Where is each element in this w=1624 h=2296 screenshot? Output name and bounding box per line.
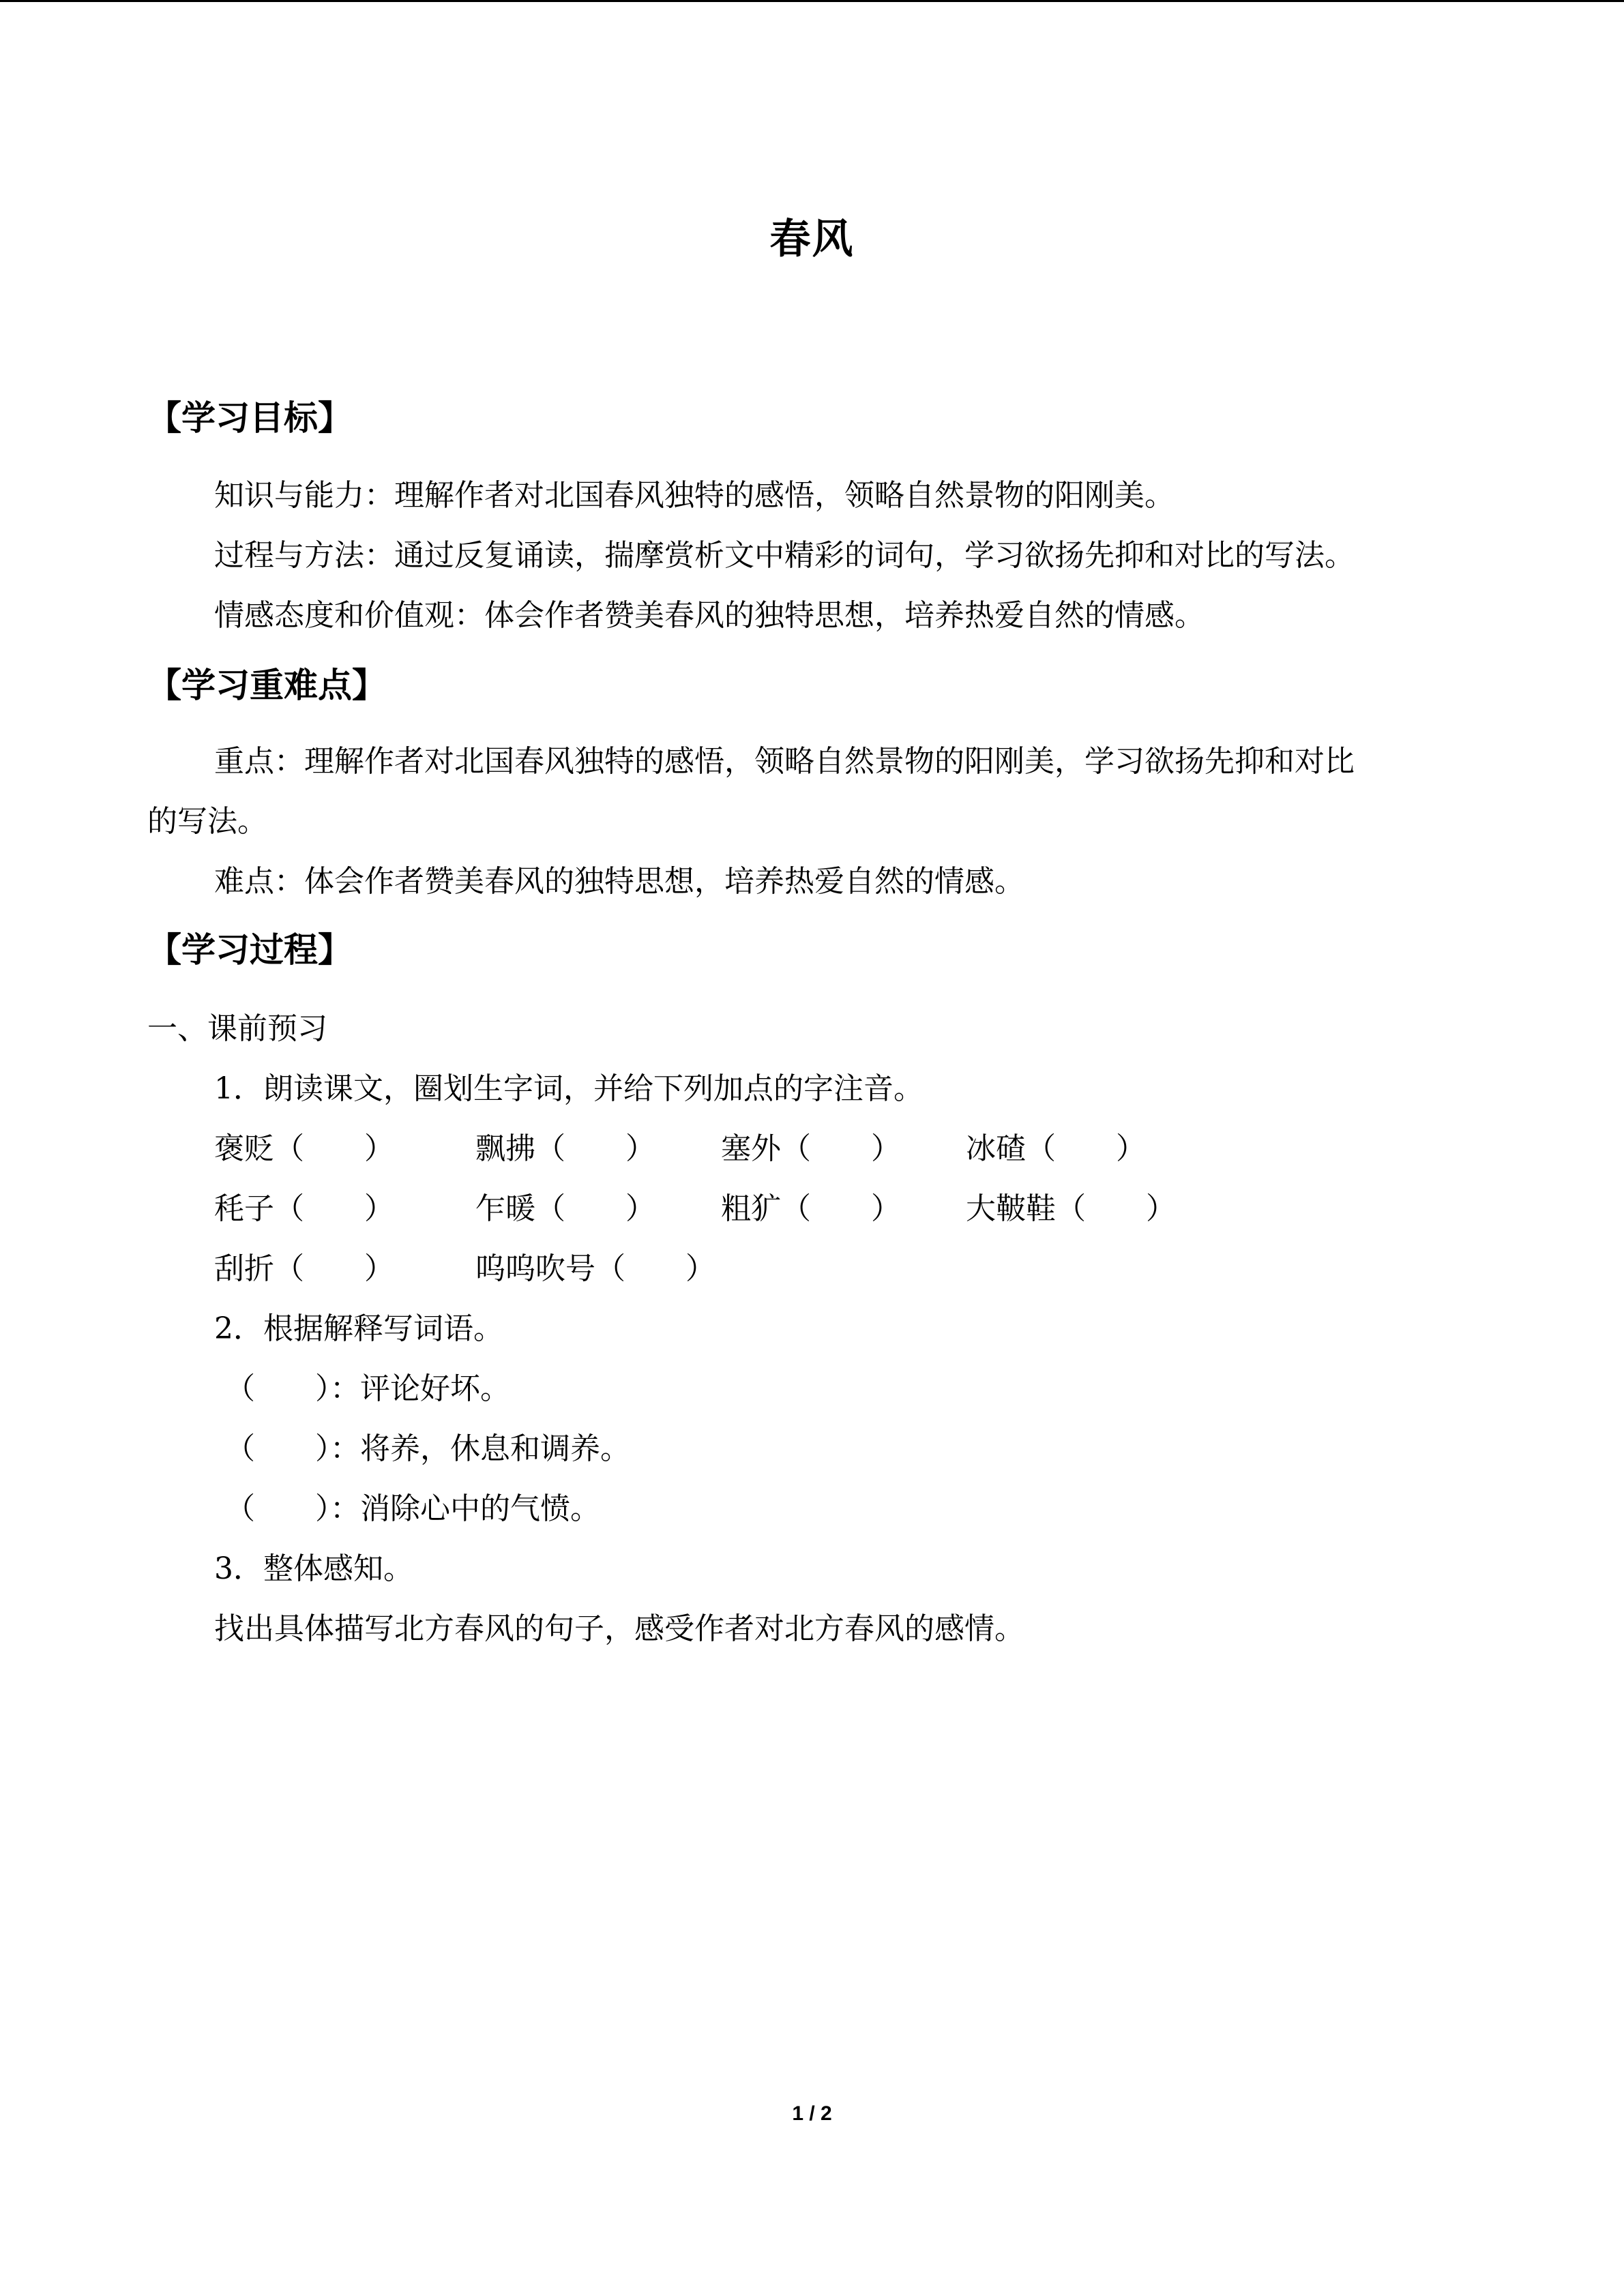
keypoint-difficulty: 难点：体会作者赞美春风的独特思想，培养热爱自然的情感。 <box>214 864 1024 899</box>
vocab-item: 飘拂（ ） <box>475 1131 655 1166</box>
section-heading-keypoints: 【学习重难点】 <box>147 666 386 705</box>
page-number: 1 / 2 <box>792 2102 832 2125</box>
question-2: 2．根据解释写词语。 <box>214 1311 503 1346</box>
definition-2: （ ）：将养，休息和调养。 <box>225 1431 630 1466</box>
keypoint-focus-line2: 的写法。 <box>147 804 267 839</box>
goal-knowledge: 知识与能力：理解作者对北国春风独特的感悟，领略自然景物的阳刚美。 <box>214 478 1175 513</box>
definition-1: （ ）：评论好坏。 <box>225 1371 510 1406</box>
question-3: 3．整体感知。 <box>214 1551 413 1586</box>
question-1: 1．朗读课文，圈划生字词，并给下列加点的字注音。 <box>214 1071 924 1106</box>
vocab-item: 秏子（ ） <box>214 1191 394 1226</box>
section-heading-goals: 【学习目标】 <box>147 398 352 438</box>
process-part1: 一、课前预习 <box>147 1011 327 1046</box>
section-heading-process: 【学习过程】 <box>147 930 352 970</box>
keypoint-focus-line1: 重点：理解作者对北国春风独特的感悟，领略自然景物的阳刚美，学习欲扬先抑和对比 <box>214 744 1355 779</box>
vocab-item: 粗犷（ ） <box>721 1191 901 1226</box>
vocab-item: 刮折（ ） <box>214 1251 394 1286</box>
vocab-item: 乍暖（ ） <box>475 1191 655 1226</box>
vocab-item: 塞外（ ） <box>721 1131 901 1166</box>
question-3-task: 找出具体描写北方春风的句子，感受作者对北方春风的感情。 <box>214 1611 1024 1646</box>
definition-3: （ ）：消除心中的气愤。 <box>225 1491 600 1526</box>
goal-method: 过程与方法：通过反复诵读，揣摩赏析文中精彩的词句，学习欲扬先抑和对比的写法。 <box>214 538 1355 573</box>
vocab-item: 呜呜吹号（ ） <box>475 1251 715 1286</box>
vocab-item: 冰碴（ ） <box>966 1131 1146 1166</box>
vocab-item: 大鞁鞋（ ） <box>966 1191 1176 1226</box>
goal-emotion: 情感态度和价值观：体会作者赞美春风的独特思想，培养热爱自然的情感。 <box>214 598 1205 633</box>
document-title: 春风 <box>769 215 855 263</box>
vocab-item: 褒贬（ ） <box>214 1131 394 1166</box>
